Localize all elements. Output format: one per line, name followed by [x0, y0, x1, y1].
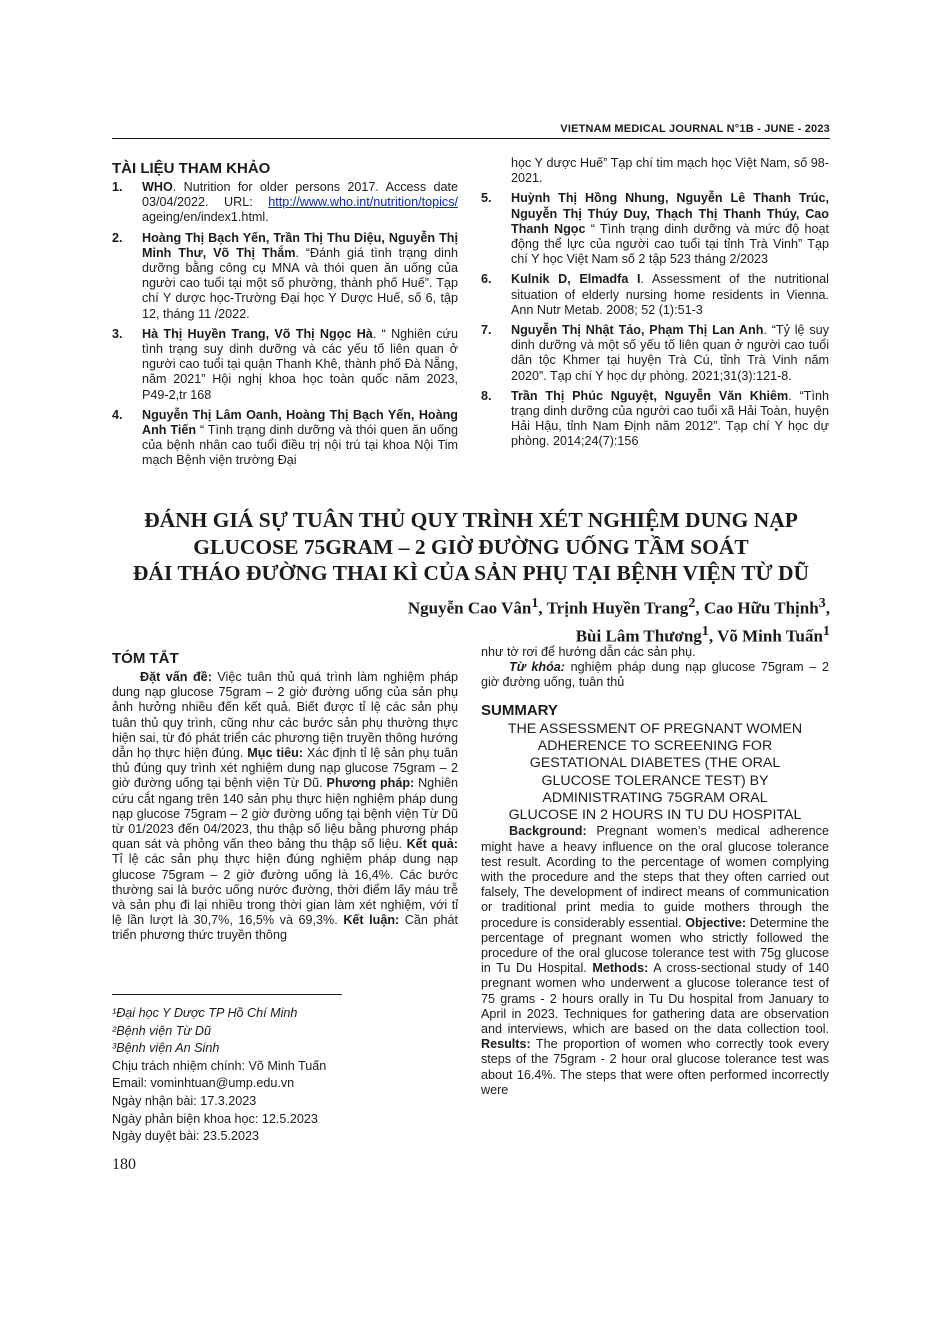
summary-title-line: ADMINISTRATING 75GRAM ORAL — [542, 789, 768, 806]
date-received: Ngày nhận bài: 17.3.2023 — [112, 1093, 257, 1108]
summary-heading: SUMMARY — [481, 701, 558, 719]
author-separator: , — [695, 598, 704, 618]
affiliation-2: ²Bệnh viện Từ Dũ — [112, 1023, 211, 1038]
reference-number: 5. — [481, 191, 492, 206]
authors-line — [112, 620, 830, 648]
reference-text: . “Đánh giá tình trạng dinh dưỡng bằng công cụ MNA và thói quen ăn uống của người cao tuổi tại một số phường, thành phố Huế”. Tạp chí Y dược học-Trường Đại học Y Dược Huế, số 6, tập 12, tháng 11 /2022. — [142, 245, 458, 321]
objective-text: Xác định tỉ lệ sản phụ tuân thủ đúng quy trình xét nghiệm dung nạp glucose 75gram – 2 giờ đường uống tại bệnh viện Từ Dũ. — [112, 746, 458, 791]
summary-title-line: GLUCOSE IN 2 HOURS IN TU DU HOSPITAL — [508, 807, 802, 824]
affiliation-1: ¹Đại học Y Dược TP Hồ Chí Minh — [112, 1006, 298, 1020]
article-title-line: ĐÁNH GIÁ SỰ TUÂN THỦ QUY TRÌNH XÉT NGHIỆM DUNG NẠP — [144, 508, 798, 532]
reference-authors: Trần Thị Phúc Nguyệt, Nguyễn Văn Khiêm — [511, 388, 789, 403]
reference-authors: Nguyễn Thị Nhật Tảo, Phạm Thị Lan Anh — [511, 323, 764, 338]
reference-item — [112, 180, 458, 226]
header-rule — [112, 138, 830, 139]
author-name: Nguyễn Cao Vân — [407, 598, 532, 618]
reference-number: 2. — [112, 230, 123, 245]
references-list-left — [112, 180, 458, 469]
reference-number: 8. — [481, 388, 492, 403]
abstract-vietnamese — [112, 650, 458, 944]
author-affiliation-mark: 2 — [688, 595, 696, 611]
reference-text: “ Tình trạng dinh dưỡng và thói quen ăn uống của bệnh nhân cao tuổi điều trị nội trú tại khoa Nội Tim mạch Bệnh viện trường Đại — [142, 423, 458, 468]
results-label: Kết quả: — [406, 837, 458, 852]
email: Email: vominhtuan@ump.edu.vn — [112, 1076, 295, 1091]
reference-text: . “Tình trạng dinh dưỡng của người cao tuổi xã Hải Toàn, huyện Hải Hậu, tỉnh Nam Định năm 2012”. Tạp chí Y học dự phòng. 2014;24(7):156 — [511, 388, 829, 449]
keywords-text: nghiệm pháp dung nạp glucose 75gram – 2 giờ đường uống, tuân thủ — [481, 660, 829, 690]
conclusion-continued: như tờ rơi để hướng dẫn các sản phụ. — [481, 645, 696, 659]
author-separator: , — [708, 626, 718, 646]
reference-text: “ Tình trạng dinh dưỡng và mức độ hoạt động thể lực của người cao tuổi tại tỉnh Trà Vinh” Tạp chí Y học Việt Nam số 2 tập 523 tháng 2/2023 — [511, 221, 829, 267]
summary-title-line: THE ASSESSMENT OF PREGNANT WOMEN — [507, 720, 803, 737]
date-accepted: Ngày duyệt bài: 23.5.2023 — [112, 1129, 260, 1144]
author-name: Trịnh Huyền Trang — [546, 598, 689, 618]
affiliation-3: ³Bệnh viện An Sinh — [112, 1041, 220, 1056]
summary-background-text: Pregnant women’s medical adherence might have a heavy influence on the oral glucose tolerance test result. Acording to the percentage of women complying with the procedure and the steps that they often carried out falsely, The development of indirect means of communication or traditional print media to guide mothers through the procedure is considerably essential. — [481, 824, 829, 930]
abstract-heading: TÓM TẮT — [112, 650, 179, 667]
summary-results-text: The proportion of women who correctly took every steps of the 75gram - 2 hour oral glucose tolerance test was about 16.4%. The steps that were often performed incorrectly were — [481, 1037, 829, 1097]
methods-text: Nghiên cứu cắt ngang trên 140 sản phụ thực hiện nghiệm pháp dung nạp glucose 75gram – 2 giờ đường uống tại bệnh viện Từ Dũ từ 01/2023 đến 04/2023, thu thập số liệu bằng phương pháp quan sát và phỏng vấn theo bảng thu thập số liệu. — [112, 776, 458, 852]
summary-objective-text: Determine the percentage of pregnant women who strictly followed the procedure of the oral glucose tolerance test with 75g glucose in Tu Du Hospital. — [481, 915, 829, 976]
references-list-right — [481, 191, 829, 449]
author-affiliation-mark: 3 — [818, 595, 826, 611]
summary-results-label: Results: — [481, 1037, 531, 1052]
keywords — [481, 660, 829, 690]
summary-title-line: ADHERENCE TO SCREENING FOR — [537, 737, 773, 754]
references-heading: TÀI LIỆU THAM KHẢO — [112, 160, 271, 177]
reference-number: 1. — [112, 180, 123, 194]
author-affiliation-mark: 1 — [822, 622, 830, 639]
reference-authors: Kulnik D, Elmadfa I — [511, 272, 641, 287]
summary-title-line: GLUCOSE TOLERANCE TEST) BY — [541, 772, 769, 789]
references-left-column — [112, 160, 458, 474]
summary-title — [481, 721, 829, 825]
reference-text-tail: ageing/en/index1.html. — [142, 210, 269, 225]
footnote-rule — [112, 994, 342, 995]
methods-label: Phương pháp: — [326, 776, 415, 791]
background-label: Đặt vấn đề: — [140, 670, 212, 684]
reference-item — [112, 231, 458, 322]
reference-item — [112, 408, 458, 469]
reference-text: . Assessment of the nutritional situation of elderly nursing home residents in Vienna. Ann Nutr Metab. 2008; 52 (1):51-3 — [511, 272, 829, 317]
article-title — [112, 507, 830, 587]
author-name: Cao Hữu Thịnh — [703, 598, 819, 618]
reference-authors: WHO — [142, 180, 173, 194]
reference-link[interactable]: http://www.who.int/nutrition/topics/ — [268, 195, 458, 210]
background-text: Việc tuân thủ quá trình làm nghiệm pháp dung nạp glucose 75gram – 2 giờ đường uống của sản phụ ảnh hưởng nhiều đến kết quả. Biết được tỉ lệ các sản phụ tuân thủ quy trình, cũng như các bước sản phụ thường thực hiện sai, từ đó phát triển các phương tiện truyền thông hướng dẫn họ thực hiện đúng. — [112, 670, 458, 761]
summary-methods-text: A cross-sectional study of 140 pregnant women who underwent a glucose tolerance test of 75 grams - 2 hours orally in Tu Du hospital from January to April in 2023. Techniques for gathering data are observation and interviews, which are based on the data collection tool. — [481, 961, 829, 1037]
author-name: Võ Minh Tuấn — [717, 626, 823, 646]
author-name: Bùi Lâm Thương — [575, 626, 702, 646]
reference-authors: Nguyễn Thị Lâm Oanh, Hoàng Thị Bạch Yến, Hoàng Anh Tiến — [142, 407, 458, 438]
reference-number: 6. — [481, 272, 492, 287]
conclusion-label: Kết luận: — [343, 913, 400, 928]
author-affiliation-mark: 1 — [531, 595, 539, 611]
abstract-body — [112, 670, 458, 944]
reference-item — [481, 389, 829, 450]
reference-text: . Nutrition for older persons 2017. Access date 03/04/2022. URL: — [142, 180, 458, 210]
reference-authors: Hà Thị Huyền Trang, Võ Thị Ngọc Hà — [142, 326, 373, 341]
author-separator: , — [538, 598, 547, 618]
summary-body — [481, 824, 829, 1098]
reference-continuation: học Y dược Huế” Tạp chí tim mạch học Việt Nam, số 98-2021. — [511, 156, 829, 186]
article-title-line: ĐÁI THÁO ĐƯỜNG THAI KÌ CỦA SẢN PHỤ TẠI BỆNH VIỆN TỪ DŨ — [132, 561, 810, 585]
conclusion-text: Cần phát triển phương thức truyền thông — [112, 913, 458, 943]
reference-number: 7. — [481, 323, 492, 338]
article-title-line: GLUCOSE 75GRAM – 2 GIỜ ĐƯỜNG UỐNG TẦM SOÁT — [193, 534, 749, 559]
reference-item — [112, 327, 458, 403]
summary-background-label: Background: — [509, 824, 587, 839]
reference-number: 4. — [112, 407, 123, 422]
authors-line — [112, 592, 830, 620]
page-number: 180 — [112, 1156, 136, 1173]
summary-methods-label: Methods: — [592, 961, 649, 976]
results-text: Tỉ lệ các sản phụ thực hiện đúng nghiệm pháp dung nạp glucose 75gram – 2 giờ đường uống là 16,4%. Các bước thường sai là bước uống nước đường, thời điểm lấy máu trễ và sản phụ đi lại nhiều trong thời gian làm xét nghiệm, với tỉ lệ lần lượt là 30,7%, 16,5% và 69,3%. — [112, 852, 458, 928]
corresponding-author: Chịu trách nhiệm chính: Võ Minh Tuấn — [112, 1058, 327, 1073]
references-right-column — [481, 156, 829, 455]
reference-number: 3. — [112, 326, 123, 341]
reference-authors: Hoàng Thị Bạch Yến, Trần Thị Thu Diệu, Nguyễn Thị Minh Thư, Võ Thị Thắm — [142, 230, 458, 260]
objective-label: Mục tiêu: — [247, 746, 303, 761]
reference-authors: Huỳnh Thị Hồng Nhung, Nguyễn Lê Thanh Trúc, Nguyễn Thị Thúy Duy, Thạch Thị Thanh Thúy, Cao Thanh Ngọc — [511, 191, 829, 236]
keywords-label: Từ khóa: — [509, 660, 565, 675]
summary-objective-label: Objective: — [685, 915, 747, 930]
abstract-right-column — [481, 645, 829, 1098]
reference-text: . “Tỷ lệ suy dinh dưỡng và một số yếu tố liên quan ở người cao tuổi dân tộc Khmer tại huyện Trà Cú, tỉnh Trà Vinh năm 2020”. Tạp chí Y học dự phòng. 2021;31(3):121-8. — [511, 323, 829, 383]
footnotes — [112, 1005, 458, 1146]
article-authors — [112, 592, 830, 647]
reference-item — [481, 191, 829, 267]
reference-text: . “ Nghiên cứu tình trạng suy dinh dưỡng và các yếu tố liên quan ở người cao tuổi tại quận Thanh Khê, thành phố Đà Nẵng, năm 2021” Hội nghị khoa học toàn quốc năm 2023, P49-2,tr 168 — [142, 326, 458, 402]
author-affiliation-mark: 1 — [701, 622, 709, 639]
journal-running-header: VIETNAM MEDICAL JOURNAL N°1B - JUNE - 2023 — [560, 123, 830, 135]
summary-title-line: GESTATIONAL DIABETES (THE ORAL — [529, 755, 781, 772]
date-reviewed: Ngày phản biện khoa học: 12.5.2023 — [112, 1111, 318, 1126]
author-separator: , — [825, 598, 830, 618]
reference-item — [481, 272, 829, 318]
reference-item — [481, 323, 829, 384]
